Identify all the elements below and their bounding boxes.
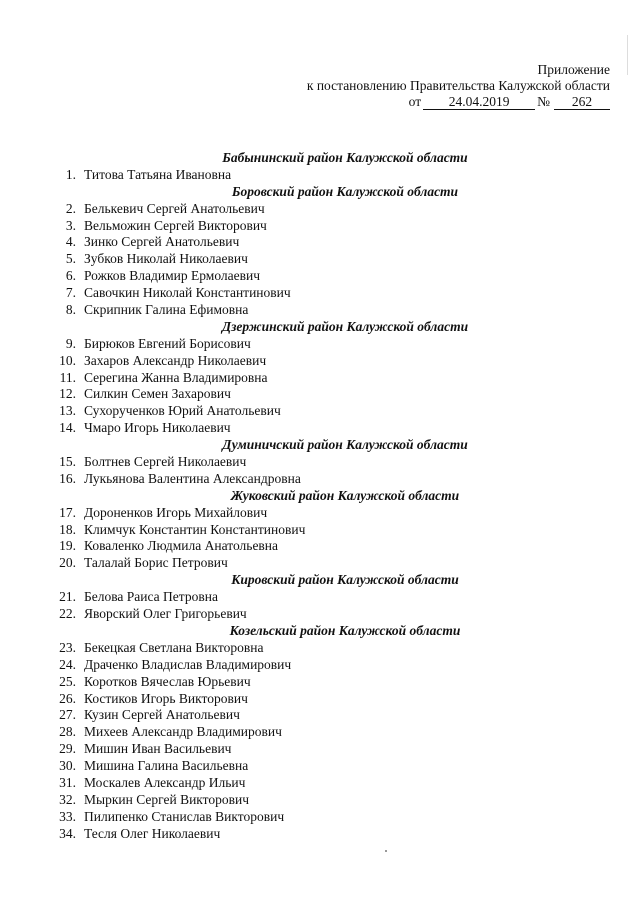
person-name: Сухорученков Юрий Анатольевич	[84, 403, 281, 419]
person-name: Скрипник Галина Ефимовна	[84, 302, 249, 318]
person-name: Чмаро Игорь Николаевич	[84, 420, 231, 436]
list-item	[0, 167, 640, 184]
list-item	[0, 218, 640, 235]
item-number: 2.	[65, 200, 76, 216]
item-number: 8.	[65, 302, 76, 318]
item-number: 21.	[59, 589, 76, 605]
item-number: 17.	[59, 504, 76, 520]
list-item	[0, 775, 640, 792]
item-number: 27.	[59, 707, 76, 723]
person-name: Лукьянова Валентина Александровна	[84, 470, 301, 486]
item-number: 4.	[65, 234, 76, 250]
person-name: Болтнев Сергей Николаевич	[84, 454, 247, 470]
list-item	[0, 454, 640, 471]
person-name: Дороненков Игорь Михайлович	[84, 504, 268, 520]
resolution-number: 262	[554, 95, 610, 110]
item-number: 29.	[59, 741, 76, 757]
person-name: Белова Раиса Петровна	[84, 589, 218, 605]
list-item	[0, 606, 640, 623]
resolution-reference: к постановлению Правительства Калужской области	[306, 78, 610, 93]
district-heading: Бабынинский район Калужской области	[222, 150, 468, 165]
list-item	[0, 471, 640, 488]
person-name: Яворский Олег Григорьевич	[84, 606, 247, 622]
list-item	[0, 741, 640, 758]
list-item	[0, 657, 640, 674]
district-heading: Дзержинский район Калужской области	[221, 318, 469, 334]
list-item	[0, 674, 640, 691]
district-heading: Думиничский район Калужской области	[222, 437, 468, 453]
district-heading: Жуковский район Калужской области	[230, 487, 460, 503]
item-number: 10.	[59, 352, 76, 368]
list-item	[0, 251, 640, 268]
appendix-list	[0, 150, 640, 843]
item-number: 24.	[59, 656, 76, 672]
item-number: 9.	[65, 335, 76, 351]
scan-edge-mark	[627, 35, 628, 75]
person-name: Рожков Владимир Ермолаевич	[84, 268, 261, 284]
list-item	[0, 522, 640, 539]
item-number: 23.	[59, 639, 76, 655]
list-item	[0, 386, 640, 403]
list-item	[0, 336, 640, 353]
person-name: Зубков Николай Николаевич	[84, 251, 248, 267]
item-number: 19.	[59, 538, 76, 554]
list-item	[0, 792, 640, 809]
person-name: Белькевич Сергей Анатольевич	[84, 200, 265, 216]
item-number: 14.	[59, 420, 76, 436]
list-item	[0, 420, 640, 437]
scan-speck	[385, 850, 387, 852]
list-item	[0, 691, 640, 708]
appendix-title: Приложение	[537, 62, 610, 77]
item-number: 33.	[59, 808, 76, 824]
person-name: Захаров Александр Николаевич	[84, 352, 267, 368]
resolution-meta	[307, 94, 610, 110]
item-number: 30.	[59, 758, 76, 774]
district-heading: Кировский район Калужской области	[231, 572, 459, 588]
item-number: 32.	[59, 791, 76, 807]
item-number: 12.	[59, 386, 76, 402]
item-number: 25.	[59, 673, 76, 689]
list-item	[0, 285, 640, 302]
person-name: Москалев Александр Ильич	[84, 774, 246, 790]
person-name: Климчук Константин Константинович	[84, 521, 306, 537]
person-name: Бекецкая Светлана Викторовна	[84, 639, 264, 655]
person-name: Коротков Вячеслав Юрьевич	[84, 673, 251, 689]
resolution-date: 24.04.2019	[423, 95, 535, 110]
list-item	[0, 234, 640, 251]
person-name: Мишина Галина Васильевна	[84, 758, 249, 774]
person-name: Костиков Игорь Викторович	[84, 690, 248, 706]
person-name: Титова Татьяна Ивановна	[84, 166, 232, 182]
list-item	[0, 826, 640, 843]
item-number: 34.	[59, 825, 76, 841]
person-name: Михеев Александр Владимирович	[84, 724, 282, 740]
list-item	[0, 758, 640, 775]
item-number: 5.	[65, 251, 76, 267]
item-number: 6.	[65, 268, 76, 284]
list-item	[0, 302, 640, 319]
list-item	[0, 589, 640, 606]
person-name: Серегина Жанна Владимировна	[84, 369, 268, 385]
person-name: Бирюков Евгений Борисович	[84, 335, 251, 351]
district-heading: Козельский район Калужской области	[229, 622, 461, 638]
item-number: 22.	[59, 606, 76, 622]
list-item	[0, 403, 640, 420]
list-item	[0, 555, 640, 572]
item-number: 15.	[59, 454, 76, 470]
person-name: Коваленко Людмила Анатольевна	[84, 538, 279, 554]
item-number: 11.	[59, 369, 76, 385]
person-name: Талалай Борис Петрович	[84, 555, 228, 571]
item-number: 7.	[65, 285, 76, 301]
list-item	[0, 353, 640, 370]
person-name: Мыркин Сергей Викторович	[84, 791, 250, 807]
person-name: Драченко Владислав Владимирович	[84, 656, 292, 672]
item-number: 13.	[59, 403, 76, 419]
list-item	[0, 268, 640, 285]
appendix-header	[307, 62, 610, 110]
person-name: Савочкин Николай Константинович	[84, 285, 291, 301]
item-number: 16.	[59, 470, 76, 486]
person-name: Силкин Семен Захарович	[84, 386, 231, 402]
person-name: Зинко Сергей Анатольевич	[84, 234, 240, 250]
number-label: №	[537, 94, 550, 109]
list-item	[0, 809, 640, 826]
item-number: 26.	[59, 690, 76, 706]
list-item	[0, 538, 640, 555]
list-item	[0, 370, 640, 387]
item-number: 31.	[59, 774, 76, 790]
person-name: Кузин Сергей Анатольевич	[84, 707, 240, 723]
district-heading: Боровский район Калужской области	[231, 183, 459, 199]
list-item	[0, 724, 640, 741]
person-name: Мишин Иван Васильевич	[84, 741, 232, 757]
item-number: 28.	[59, 724, 76, 740]
item-number: 1.	[65, 166, 76, 182]
list-item	[0, 201, 640, 218]
person-name: Пилипенко Станислав Викторович	[84, 808, 285, 824]
list-item	[0, 640, 640, 657]
item-number: 18.	[59, 521, 76, 537]
person-name: Тесля Олег Николаевич	[84, 825, 221, 841]
item-number: 3.	[65, 217, 76, 233]
list-item	[0, 505, 640, 522]
person-name: Вельможин Сергей Викторович	[84, 217, 267, 233]
item-number: 20.	[59, 555, 76, 571]
list-item	[0, 707, 640, 724]
from-label: от	[408, 94, 422, 109]
